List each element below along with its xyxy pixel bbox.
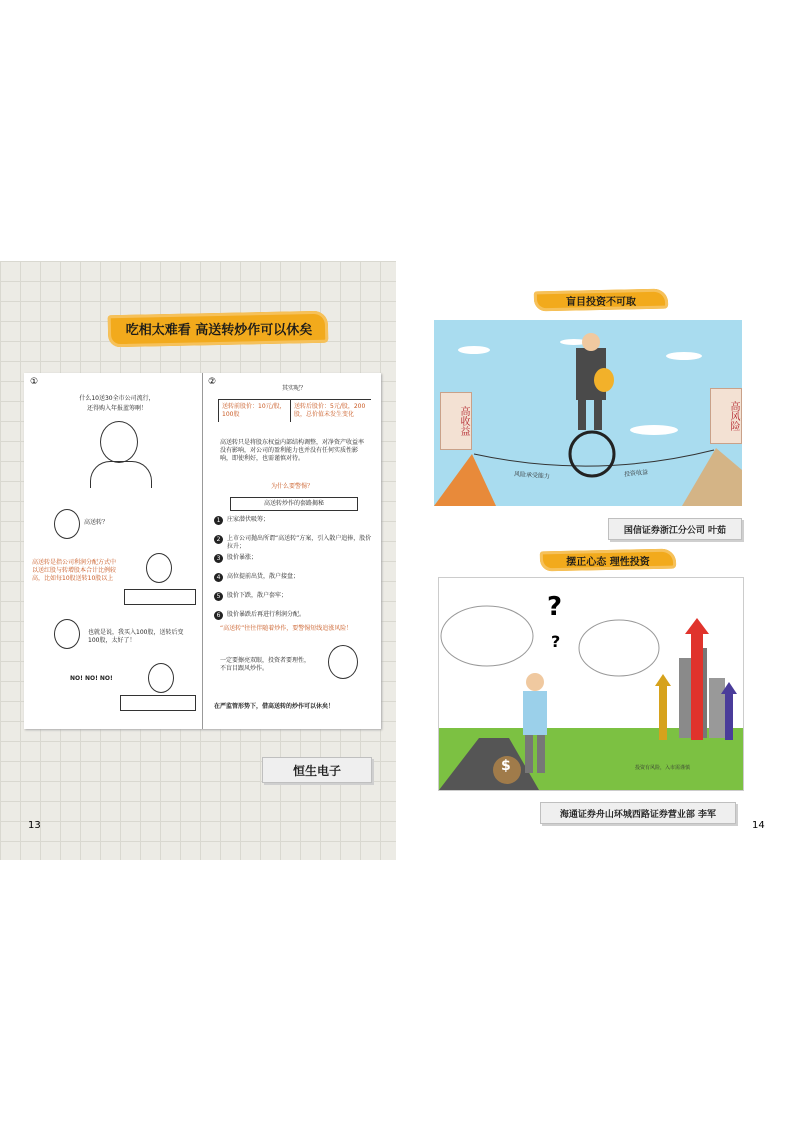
panel1-speech2: 还得购入年报蓝筹啊！ — [86, 405, 147, 412]
professor-face-3 — [328, 645, 358, 679]
sign-high-return: 高收益 — [440, 392, 472, 450]
step-text: 股价下跌，散户套牢； — [227, 592, 288, 599]
money-bag-dollar: $ — [501, 758, 511, 774]
comic-sheet — [24, 373, 381, 729]
rope-label-right: 投资收益 — [623, 468, 649, 479]
investor-drawing — [439, 578, 743, 790]
rope-label-left: 风险承受能力 — [513, 470, 551, 481]
panel1-speech3: 高送转？ — [84, 519, 109, 526]
man-in-suit-illustration — [100, 421, 138, 463]
podium-2 — [120, 695, 196, 711]
panel1-number: ① — [30, 377, 39, 387]
left-title: 吃相太难看 高送转炒作可以休矣 — [125, 323, 313, 338]
panel1-speech1: 什么10送30全市公司流行， — [79, 395, 155, 402]
list-title: 高送转炒作的套路揭秘 — [230, 497, 358, 511]
question-mark-small: ? — [551, 632, 561, 651]
podium — [124, 589, 196, 605]
panel1-noise: NO! NO! NO! — [70, 675, 113, 682]
step-number: 6 — [214, 611, 223, 620]
step-number: 1 — [214, 516, 223, 525]
step-item — [214, 535, 374, 554]
credit2: 海通证券舟山环城西路证券营业部 李军 — [540, 802, 736, 824]
right-page-number: 14 — [752, 820, 765, 831]
sign-high-risk: 高风险 — [710, 388, 742, 444]
step-item — [214, 516, 374, 535]
step-number: 5 — [214, 592, 223, 601]
young-man-face — [54, 509, 80, 539]
man-in-suit-body — [90, 461, 152, 488]
panel1-speech4: 也就是说，我买入100股，送转后变100股，太好了！ — [88, 629, 184, 644]
step-text: 庄家潜伏吸筹； — [227, 516, 270, 523]
step-text: 股价暴跌后再进行利润分配。 — [227, 611, 306, 618]
professor-face — [146, 553, 172, 583]
unicycle-comic — [434, 320, 742, 506]
question-mark-large: ? — [547, 592, 563, 622]
panel2-paragraph: 高送转只是将股东权益内部结构调整，对净资产收益率没有影响，对公司的盈利能力也并没有任何实质性影响，即使利好，也需谨慎对待。 — [220, 439, 365, 462]
unicycle-drawing — [434, 320, 742, 506]
orange-definition: 高送转是指公司利润分配方式中以送红股与转增股本合计比例较高，比如每10股送转10股以上 — [32, 559, 117, 582]
step-number: 4 — [214, 573, 223, 582]
panel2-footer: 在严监管形势下，借高送转的炒作可以休矣！ — [214, 703, 335, 710]
warning-text: “高送转”往往伴随着炒作，要警惕短线追涨风险！ — [220, 625, 353, 632]
step-text: 上市公司抛出所谓“高送转”方案，引入散户追捧，股价拉升； — [227, 535, 372, 550]
professor-face-2 — [148, 663, 174, 693]
left-signature: 恒生电子 — [262, 757, 372, 783]
step-text: 高位提前出货，散户接盘； — [227, 573, 300, 580]
credit1: 国信证券浙江分公司 叶茹 — [608, 518, 742, 540]
box-before: 送转前股价：10元/股，100股 — [218, 399, 291, 422]
box-after: 送转后股价：5元/股，200股，总价值未发生变化 — [290, 399, 371, 422]
why-heading: 为什么要警惕？ — [270, 483, 313, 490]
right-title1: 盲目投资不可取 — [566, 297, 636, 308]
young-man-face-2 — [54, 619, 80, 649]
investor-comic — [438, 577, 744, 791]
step-item — [214, 554, 374, 573]
comic2-caption: 投资有风险，入市需谨慎 — [635, 765, 691, 771]
panel2-header: 其实呢？ — [281, 385, 306, 392]
sheet-divider — [202, 373, 203, 729]
steps-list — [214, 516, 374, 630]
step-item — [214, 573, 374, 592]
left-page-number: 13 — [28, 820, 41, 831]
panel2-speech: 一定要擦亮双眼，投资者要理性，不盲目跟风炒作。 — [220, 657, 311, 672]
step-number: 3 — [214, 554, 223, 563]
panel2-number: ② — [208, 377, 217, 387]
step-text: 股价暴涨； — [227, 554, 258, 561]
step-item — [214, 592, 374, 611]
right-title2: 摆正心态 理性投资 — [566, 557, 650, 568]
step-number: 2 — [214, 535, 223, 544]
